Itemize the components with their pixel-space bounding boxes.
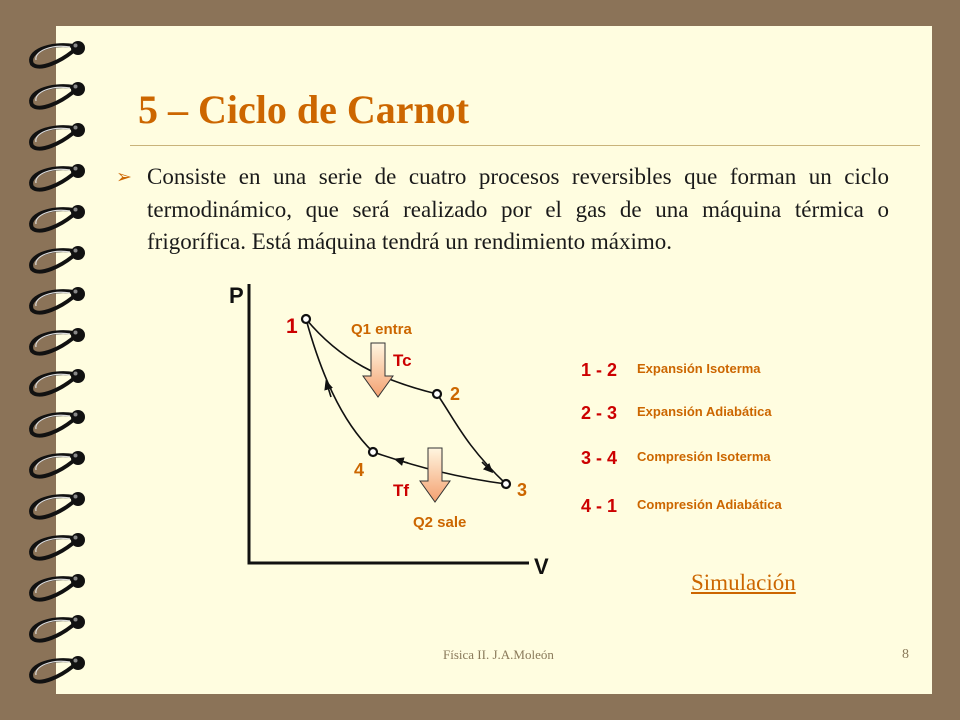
legend-label-4: Compresión Adiabática [637, 497, 782, 512]
vertex-label-2: 2 [450, 384, 461, 404]
slide-title: 5 – Ciclo de Carnot [138, 87, 470, 132]
legend-step-2: 2 - 3 [581, 403, 618, 423]
vertex-label-3: 3 [517, 480, 528, 500]
tc-label: Tc [393, 351, 412, 370]
direction-arrow-3-4 [398, 460, 408, 463]
legend-step-1: 1 - 2 [581, 360, 618, 380]
vertex-3 [502, 480, 510, 488]
vertex-label-4: 4 [354, 460, 365, 480]
legend-step-3: 3 - 4 [581, 448, 618, 468]
page-number: 8 [902, 647, 909, 662]
bullet-text: Consiste en una serie de cuatro procesos reversibles que forman un ciclo termodinámico, que será realizado por el gas de una máquina térmica o frigorífica. Está máquina tendrá un rendimiento máximo. [147, 164, 889, 255]
legend-label-2: Expansión Adiabática [637, 404, 772, 419]
vertex-1 [302, 315, 310, 323]
tf-label: Tf [393, 481, 410, 500]
footer-author: Física II. J.A.Moleón [443, 647, 554, 662]
simulation-link[interactable]: Simulación [691, 570, 796, 595]
vertex-label-1: 1 [286, 315, 298, 338]
bullet-arrow-icon: ➢ [116, 166, 132, 188]
vertex-2 [433, 390, 441, 398]
legend-step-4: 4 - 1 [581, 496, 618, 516]
curve-4-1 [306, 319, 373, 452]
axis-v-label: V [534, 554, 549, 579]
q2-heat-arrow-icon [420, 448, 450, 502]
curve-2-3 [437, 394, 506, 484]
q1-label: Q1 entra [351, 321, 412, 338]
legend-label-3: Compresión Isoterma [637, 449, 771, 464]
q2-label: Q2 sale [413, 514, 467, 531]
legend-label-1: Expansión Isoterma [637, 361, 761, 376]
vertex-4 [369, 448, 377, 456]
axis-p-label: P [229, 283, 244, 308]
